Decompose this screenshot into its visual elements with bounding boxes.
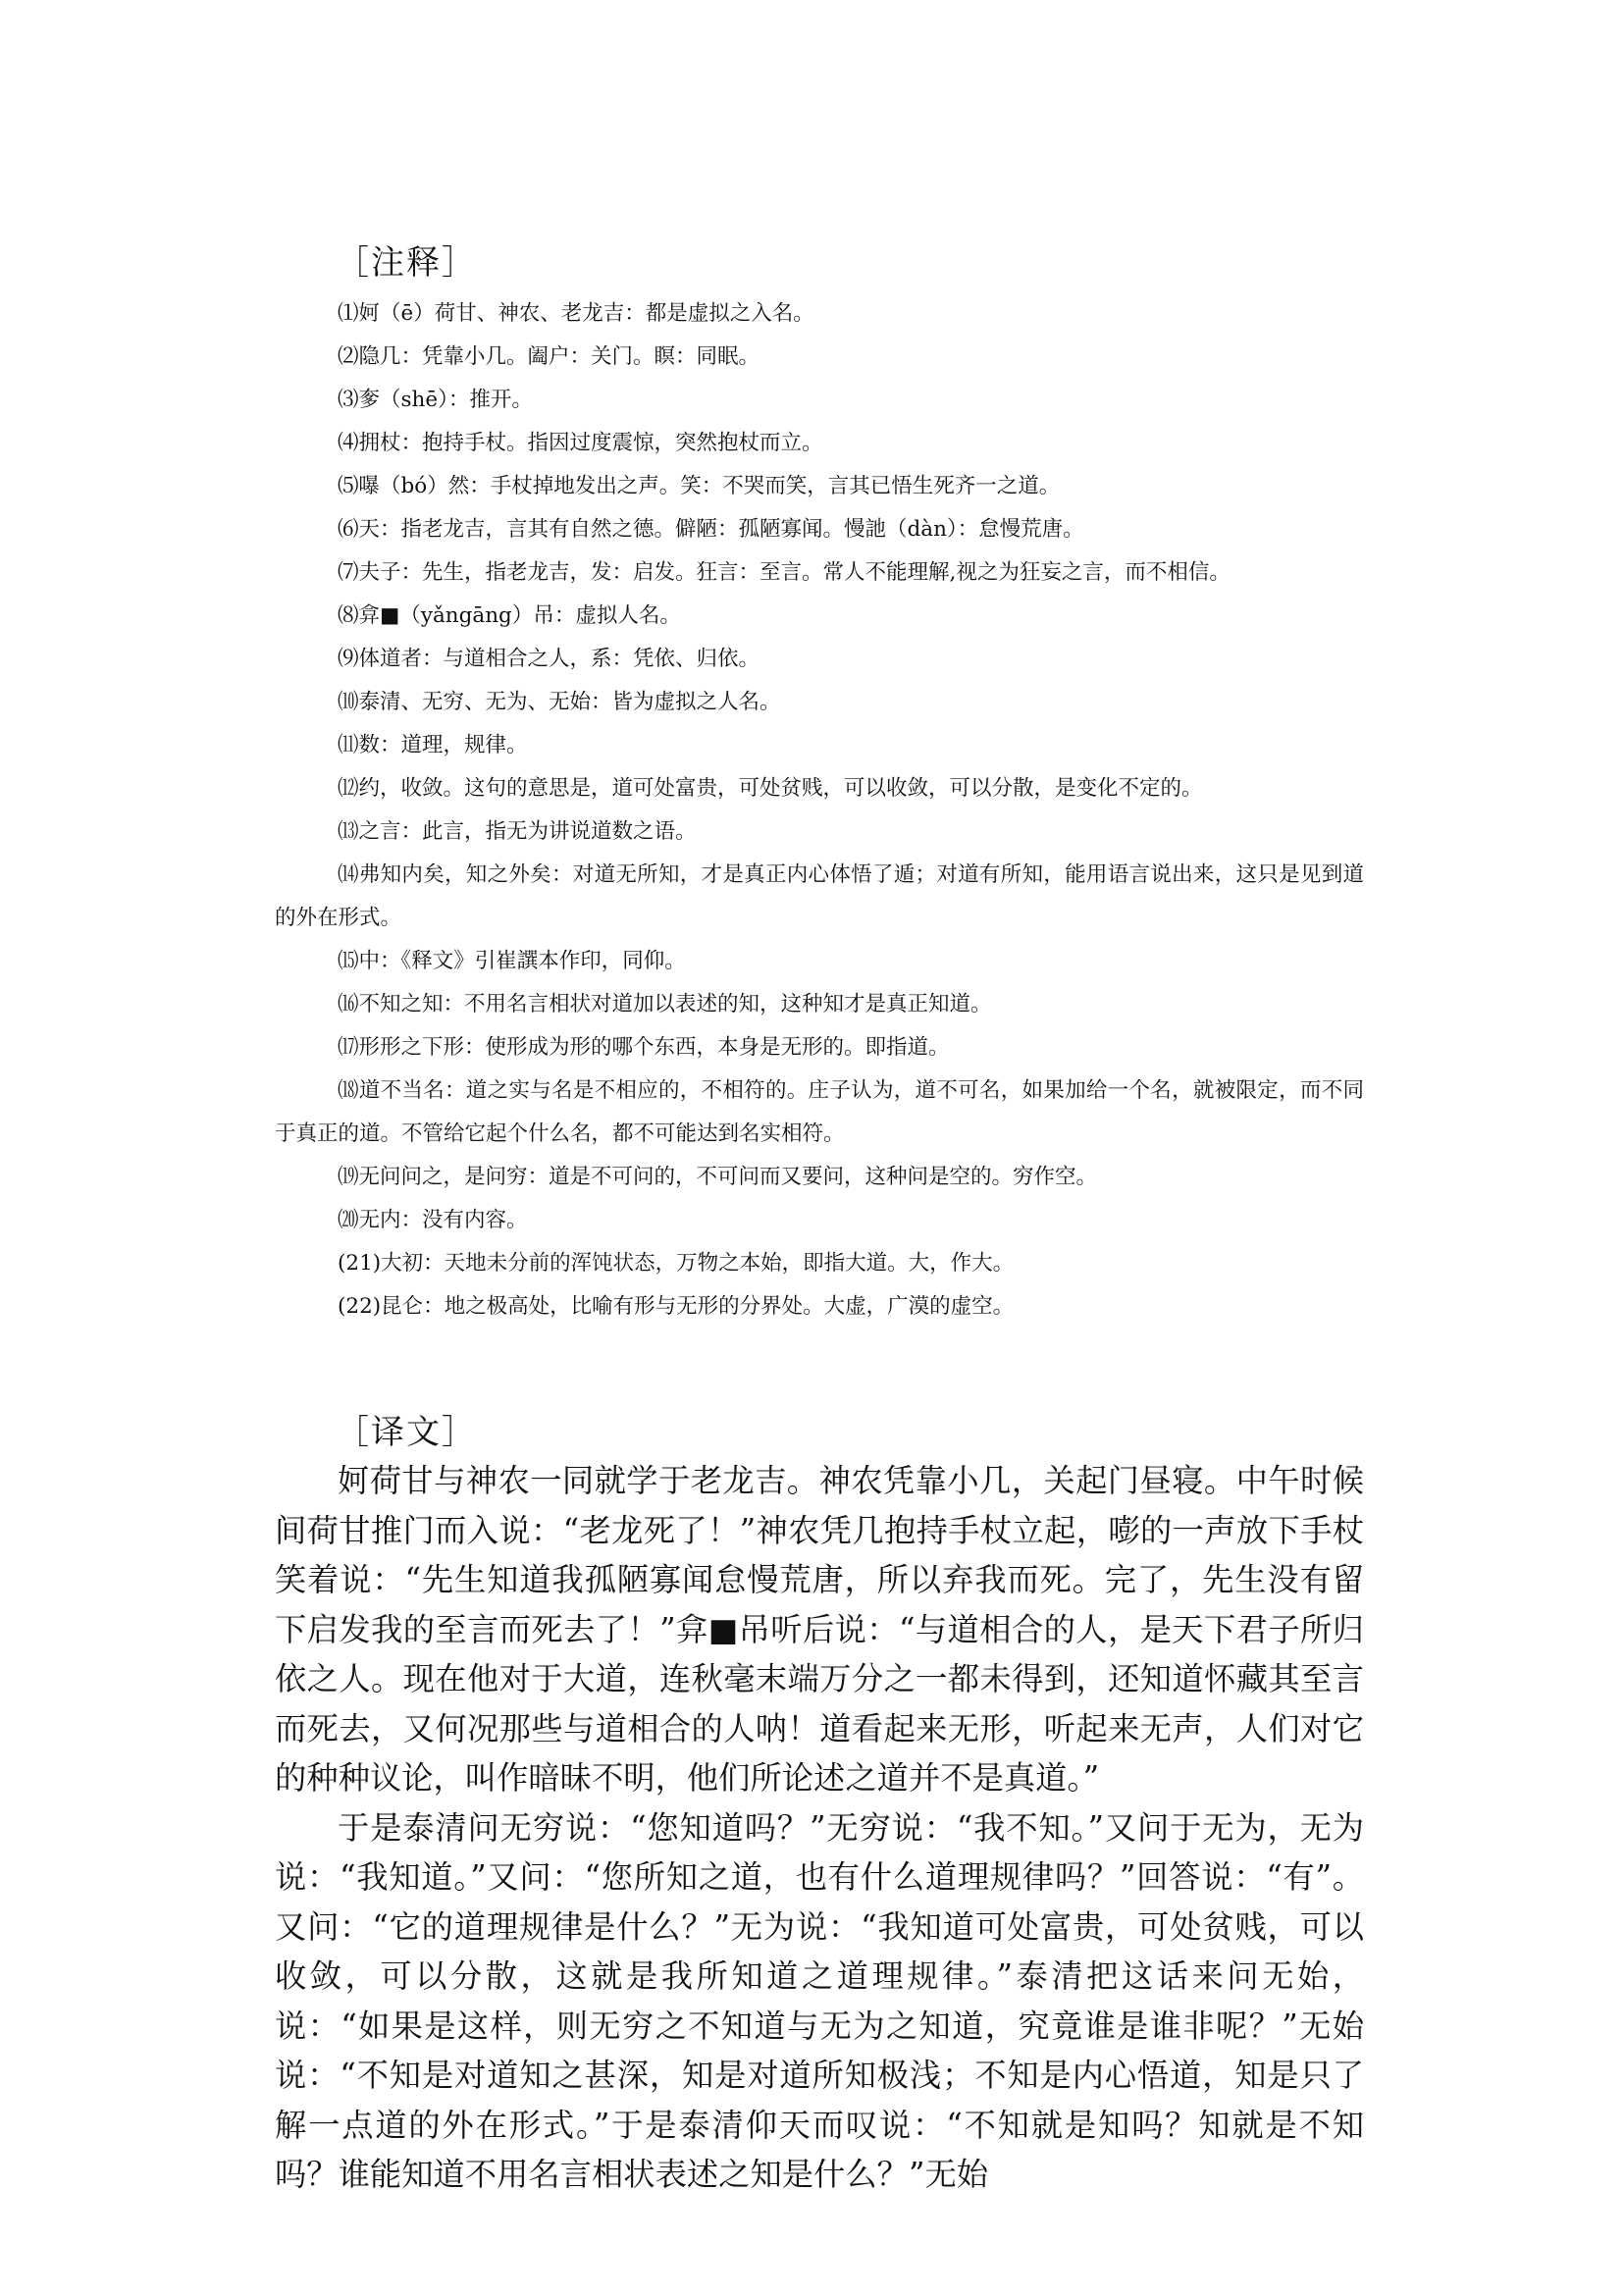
note-item: ⒇无内：没有内容。 xyxy=(338,1208,528,1232)
notes-list xyxy=(275,292,1364,1329)
note-item: ⒁弗知内矣，知之外矣：对道无所知，才是真正内心体悟了遁；对道有所知，能用语言说出来，这只是见到道的外在形式。 xyxy=(275,862,1364,930)
note-item: ⒆无问问之，是问穷：道是不可问的，不可问而又要问，这种问是空的。穷作空。 xyxy=(338,1165,1098,1189)
note-item: ⑵隐几：凭靠小几。阖户：关门。瞑：同眠。 xyxy=(338,344,760,369)
note-item: ⒅道不当名：道之实与名是不相应的，不相符的。庄子认为，道不可名，如果加给一个名，就被限定，而不同于真正的道。不管给它起个什么名，都不可能达到名实相符。 xyxy=(275,1078,1364,1146)
note-item: (21)大初：天地未分前的浑饨状态，万物之本始，即指大道。大，作大。 xyxy=(338,1251,1015,1276)
note-item: (22)昆仑：地之极高处，比喻有形与无形的分界处。大虚，广漠的虚空。 xyxy=(338,1294,1015,1319)
translation-paragraph: 于是泰清问无穷说：“您知道吗？”无穷说：“我不知。”又问于无为，无为说：“我知道。”又问：“您所知之道，也有什么道理规律吗？”回答说：“有”。又问：“它的道理规律是什么？”无为说：“我知道可处富贵，可处贫贱，可以收敛，可以分散，这就是我所知道之道理规律。”泰清把这话来问无始，说：“如果是这样，则无穷之不知道与无为之知道，究竟谁是谁非呢？”无始说：“不知是对道知之甚深，知是对道所知极浅；不知是内心悟道，知是只了解一点道的外在形式。”于是泰清仰天而叹说：“不知就是知吗？知就是不知吗？谁能知道不用名言相状表述之知是什么？”无始 xyxy=(275,1808,1364,2193)
note-item: ⑺夫子：先生，指老龙吉，发：启发。狂言：至言。常人不能理解,视之为狂妄之言，而不相信。 xyxy=(338,560,1231,585)
translation-body xyxy=(275,1456,1364,2200)
note-item: ⒀之言：此言，指无为讲说道数之语。 xyxy=(338,819,697,844)
translation-paragraph: 妸荷甘与神农一同就学于老龙吉。神农凭靠小几，关起门昼寝。中午时候间荷甘推门而入说：“老龙死了！”神农凭几抱持手杖立起，嘭的一声放下手杖笑着说：“先生知道我孤陋寡闻怠慢荒唐，所以弃我而死。完了，先生没有留下启发我的至言而死去了！”弇■吊听后说：“与道相合的人，是天下君子所归依之人。现在他对于大道，连秋毫末端万分之一都未得到，还知道怀藏其至言而死去，又何况那些与道相合的人呐！道看起来无形，听起来无声，人们对它的种种议论，叫作暗昧不明，他们所论述之道并不是真道。” xyxy=(275,1462,1364,1797)
note-item: ⒃不知之知：不用名言相状对道加以表述的知，这种知才是真正知道。 xyxy=(338,992,992,1017)
note-item: ⑼体道者：与道相合之人，系：凭依、归依。 xyxy=(338,647,760,671)
translation-heading: ［译文］ xyxy=(336,1413,477,1452)
notes-heading: ［注释］ xyxy=(336,243,477,283)
note-item: ⑽泰清、无穷、无为、无始：皆为虚拟之人名。 xyxy=(338,690,781,714)
note-item: ⑹天：指老龙吉，言其有自然之德。僻陋：孤陋寡闻。慢訑（dàn）：怠慢荒唐。 xyxy=(338,517,1084,542)
note-item: ⑸嚗（bó）然：手杖掉地发出之声。笑：不哭而笑，言其已悟生死齐一之道。 xyxy=(338,474,1061,498)
note-item: ⑴妸（ē）荷甘、神农、老龙吉：都是虚拟之入名。 xyxy=(338,301,814,326)
note-item: ⑷拥杖：抱持手杖。指因过度震惊，突然抱杖而立。 xyxy=(338,431,823,455)
note-item: ⒄形形之下形：使形成为形的哪个东西，本身是无形的。即指道。 xyxy=(338,1035,950,1060)
note-item: ⑿约，收敛。这句的意思是，道可处富贵，可处贫贱，可以收敛，可以分散，是变化不定的。 xyxy=(338,776,1203,801)
note-item: ⒂中：《释文》引崔譔本作印，同仰。 xyxy=(338,949,686,973)
note-item: ⑾数：道理，规律。 xyxy=(338,733,528,757)
note-item: ⑶奓（shē）：推开。 xyxy=(338,388,533,412)
note-item: ⑻弇■（yǎngāng）吊：虚拟人名。 xyxy=(338,603,681,628)
